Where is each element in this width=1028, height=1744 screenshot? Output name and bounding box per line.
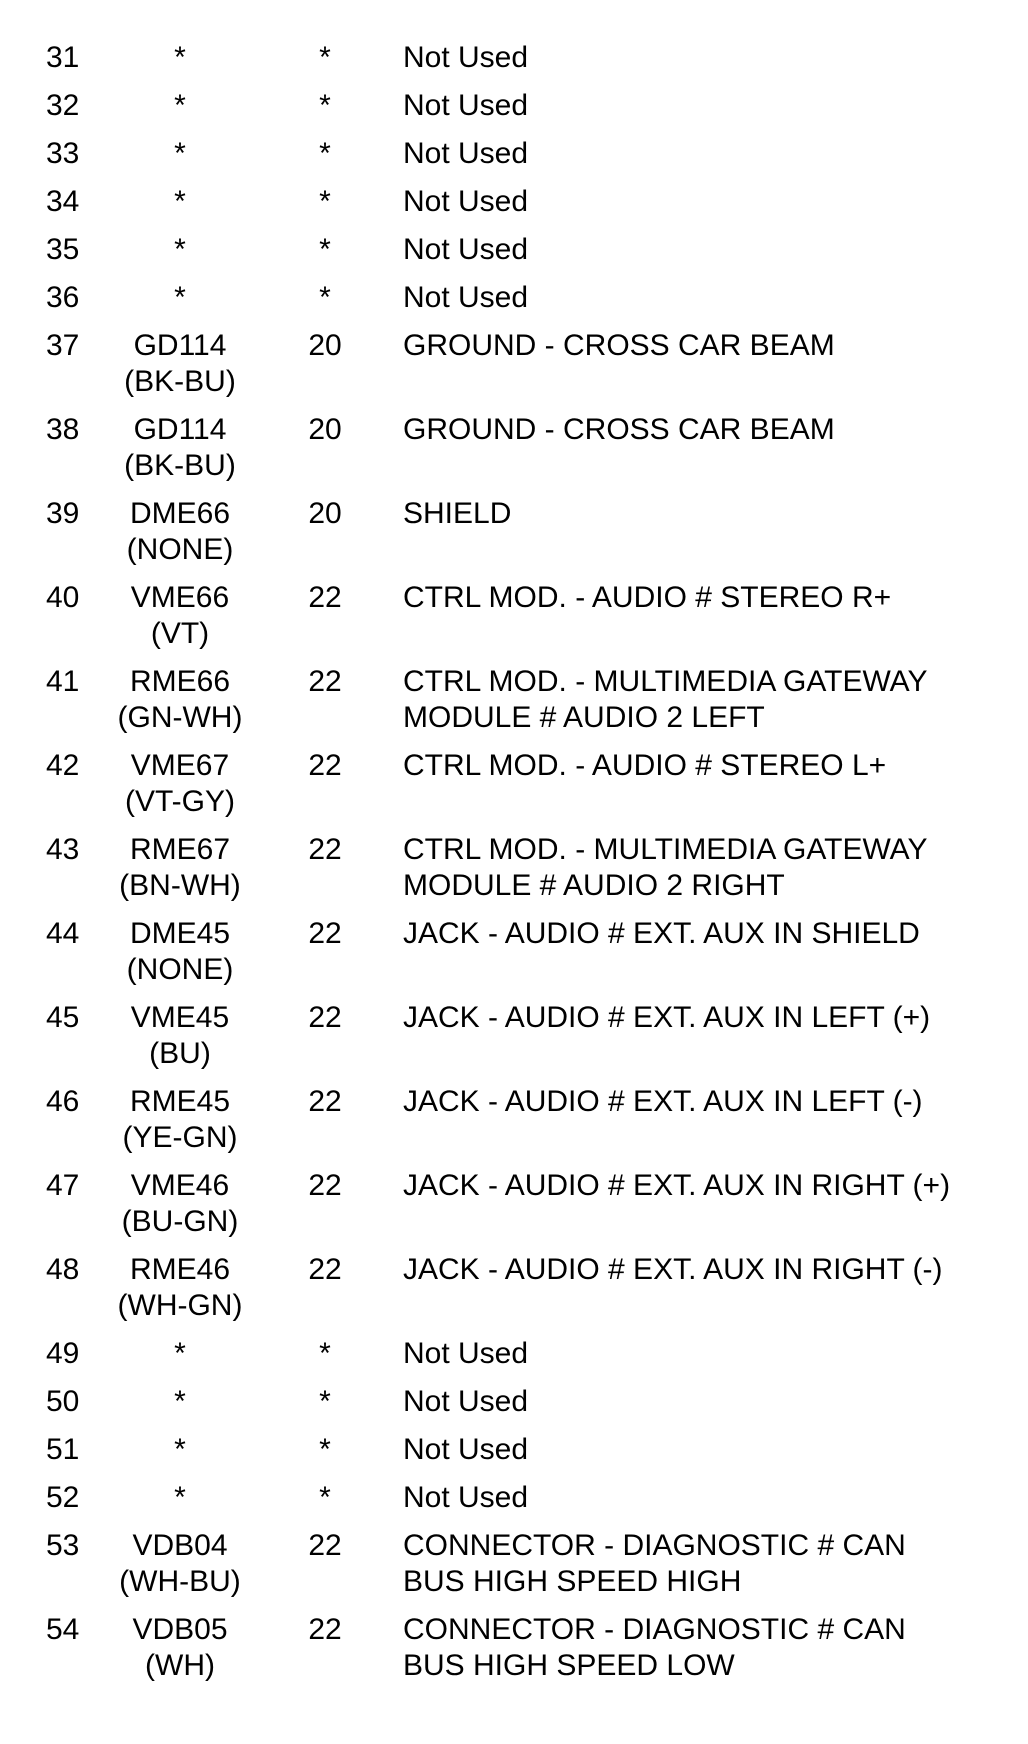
function-text: CONNECTOR - DIAGNOSTIC # CAN bbox=[403, 1529, 906, 1562]
table-row bbox=[0, 232, 1028, 280]
circuit-cell bbox=[100, 1084, 260, 1156]
function-cell bbox=[403, 412, 1013, 448]
wire-gauge: 22 bbox=[308, 1529, 342, 1562]
function-text-continued: MODULE # AUDIO 2 LEFT bbox=[403, 701, 765, 734]
function-cell bbox=[403, 1612, 1013, 1684]
function-text: Not Used bbox=[403, 41, 529, 74]
circuit-id: VDB04 bbox=[132, 1529, 228, 1562]
table-row bbox=[0, 1480, 1028, 1528]
function-cell bbox=[403, 748, 1013, 784]
table-row bbox=[0, 1612, 1028, 1696]
pin-number: 41 bbox=[46, 665, 80, 698]
table-row bbox=[0, 1432, 1028, 1480]
function-cell bbox=[403, 232, 1013, 268]
pin-number: 44 bbox=[46, 917, 80, 950]
pin-number: 50 bbox=[46, 1385, 80, 1418]
wire-gauge: * bbox=[319, 137, 331, 170]
table-row bbox=[0, 88, 1028, 136]
function-cell bbox=[403, 664, 1013, 736]
wire-color: (BN-WH) bbox=[119, 869, 241, 902]
function-cell bbox=[403, 1384, 1013, 1420]
function-text: JACK - AUDIO # EXT. AUX IN RIGHT (-) bbox=[403, 1253, 943, 1286]
table-row bbox=[0, 664, 1028, 748]
function-text: SHIELD bbox=[403, 497, 512, 530]
wire-gauge: * bbox=[319, 233, 331, 266]
wire-gauge: * bbox=[319, 185, 331, 218]
table-row bbox=[0, 328, 1028, 412]
circuit-id: VDB05 bbox=[132, 1613, 228, 1646]
pin-number: 37 bbox=[46, 329, 80, 362]
circuit-cell bbox=[100, 1480, 260, 1516]
circuit-cell bbox=[100, 136, 260, 172]
table-row bbox=[0, 1084, 1028, 1168]
wire-color: (NONE) bbox=[126, 533, 234, 566]
wire-gauge: 22 bbox=[308, 917, 342, 950]
wire-color: (VT) bbox=[150, 617, 210, 650]
connector-pinout-table bbox=[0, 40, 1028, 1696]
function-cell bbox=[403, 1252, 1013, 1288]
function-cell bbox=[403, 328, 1013, 364]
table-row bbox=[0, 184, 1028, 232]
circuit-cell bbox=[100, 1612, 260, 1684]
circuit-id: * bbox=[174, 1433, 186, 1466]
function-cell bbox=[403, 1000, 1013, 1036]
function-text: JACK - AUDIO # EXT. AUX IN RIGHT (+) bbox=[403, 1169, 951, 1202]
table-row bbox=[0, 832, 1028, 916]
wire-gauge: * bbox=[319, 1481, 331, 1514]
pin-number: 43 bbox=[46, 833, 80, 866]
circuit-id: * bbox=[174, 185, 186, 218]
wire-color: (BK-BU) bbox=[124, 449, 236, 482]
wire-color: (WH-GN) bbox=[117, 1289, 243, 1322]
circuit-id: DME66 bbox=[129, 497, 231, 530]
function-cell bbox=[403, 1432, 1013, 1468]
table-row bbox=[0, 136, 1028, 184]
circuit-id: DME45 bbox=[129, 917, 231, 950]
pin-number: 49 bbox=[46, 1337, 80, 1370]
function-cell bbox=[403, 1480, 1013, 1516]
function-text: Not Used bbox=[403, 1337, 529, 1370]
function-text: GROUND - CROSS CAR BEAM bbox=[403, 329, 835, 362]
circuit-cell bbox=[100, 496, 260, 568]
wire-gauge: * bbox=[319, 1385, 331, 1418]
circuit-cell bbox=[100, 328, 260, 400]
function-text: Not Used bbox=[403, 281, 529, 314]
table-row bbox=[0, 1384, 1028, 1432]
circuit-id: VME45 bbox=[130, 1001, 230, 1034]
circuit-cell bbox=[100, 1384, 260, 1420]
circuit-id: * bbox=[174, 1385, 186, 1418]
circuit-id: * bbox=[174, 233, 186, 266]
pin-number: 52 bbox=[46, 1481, 80, 1514]
function-cell bbox=[403, 184, 1013, 220]
circuit-cell bbox=[100, 40, 260, 76]
circuit-id: GD114 bbox=[133, 413, 227, 446]
wire-gauge: 22 bbox=[308, 1085, 342, 1118]
function-text: Not Used bbox=[403, 1481, 529, 1514]
circuit-id: VME67 bbox=[130, 749, 230, 782]
circuit-cell bbox=[100, 280, 260, 316]
function-text-continued: BUS HIGH SPEED LOW bbox=[403, 1649, 735, 1682]
wire-color: (WH-BU) bbox=[119, 1565, 241, 1598]
pin-number: 34 bbox=[46, 185, 80, 218]
function-cell bbox=[403, 916, 1013, 952]
circuit-id: RME45 bbox=[129, 1085, 231, 1118]
circuit-cell bbox=[100, 184, 260, 220]
function-text: CTRL MOD. - MULTIMEDIA GATEWAY bbox=[403, 665, 928, 698]
wire-gauge: * bbox=[319, 1433, 331, 1466]
circuit-cell bbox=[100, 88, 260, 124]
wire-color: (WH) bbox=[145, 1649, 215, 1682]
function-cell bbox=[403, 1528, 1013, 1600]
circuit-cell bbox=[100, 664, 260, 736]
wire-color: (BU) bbox=[149, 1037, 211, 1070]
wire-color: (VT-GY) bbox=[125, 785, 235, 818]
pin-number: 36 bbox=[46, 281, 80, 314]
table-row bbox=[0, 412, 1028, 496]
function-cell bbox=[403, 496, 1013, 532]
wire-gauge: * bbox=[319, 281, 331, 314]
function-text: Not Used bbox=[403, 89, 529, 122]
table-row bbox=[0, 1252, 1028, 1336]
circuit-id: GD114 bbox=[133, 329, 227, 362]
table-row bbox=[0, 1000, 1028, 1084]
wire-gauge: 20 bbox=[308, 497, 342, 530]
wire-gauge: 22 bbox=[308, 1253, 342, 1286]
table-row bbox=[0, 1168, 1028, 1252]
table-row bbox=[0, 1336, 1028, 1384]
wire-gauge: 22 bbox=[308, 749, 342, 782]
circuit-cell bbox=[100, 1336, 260, 1372]
wire-gauge: 22 bbox=[308, 1169, 342, 1202]
pin-number: 54 bbox=[46, 1613, 80, 1646]
pin-number: 51 bbox=[46, 1433, 80, 1466]
table-row bbox=[0, 580, 1028, 664]
wire-color: (BU-GN) bbox=[121, 1205, 239, 1238]
circuit-cell bbox=[100, 748, 260, 820]
wire-gauge: * bbox=[319, 41, 331, 74]
function-cell bbox=[403, 1336, 1013, 1372]
table-row bbox=[0, 916, 1028, 1000]
function-cell bbox=[403, 88, 1013, 124]
circuit-cell bbox=[100, 1000, 260, 1072]
function-text: CONNECTOR - DIAGNOSTIC # CAN bbox=[403, 1613, 906, 1646]
function-text-continued: BUS HIGH SPEED HIGH bbox=[403, 1565, 742, 1598]
circuit-cell bbox=[100, 412, 260, 484]
wire-gauge: 22 bbox=[308, 1001, 342, 1034]
function-cell bbox=[403, 580, 1013, 616]
pin-number: 47 bbox=[46, 1169, 80, 1202]
wire-gauge: 20 bbox=[308, 413, 342, 446]
function-cell bbox=[403, 832, 1013, 904]
function-text: JACK - AUDIO # EXT. AUX IN SHIELD bbox=[403, 917, 920, 950]
wire-gauge: 20 bbox=[308, 329, 342, 362]
circuit-cell bbox=[100, 1168, 260, 1240]
wire-color: (NONE) bbox=[126, 953, 234, 986]
wire-gauge: * bbox=[319, 89, 331, 122]
wire-gauge: 22 bbox=[308, 833, 342, 866]
circuit-id: RME66 bbox=[129, 665, 231, 698]
circuit-id: VME46 bbox=[130, 1169, 230, 1202]
wire-gauge: * bbox=[319, 1337, 331, 1370]
circuit-id: RME46 bbox=[129, 1253, 231, 1286]
wire-color: (BK-BU) bbox=[124, 365, 236, 398]
table-row bbox=[0, 1528, 1028, 1612]
pin-number: 45 bbox=[46, 1001, 80, 1034]
wire-color: (YE-GN) bbox=[122, 1121, 238, 1154]
circuit-id: * bbox=[174, 1481, 186, 1514]
function-cell bbox=[403, 136, 1013, 172]
function-cell bbox=[403, 1168, 1013, 1204]
function-text: Not Used bbox=[403, 137, 529, 170]
pin-number: 31 bbox=[46, 41, 80, 74]
pin-number: 40 bbox=[46, 581, 80, 614]
pin-number: 33 bbox=[46, 137, 80, 170]
circuit-id: * bbox=[174, 1337, 186, 1370]
circuit-id: VME66 bbox=[130, 581, 230, 614]
circuit-id: * bbox=[174, 41, 186, 74]
circuit-cell bbox=[100, 1432, 260, 1468]
function-cell bbox=[403, 280, 1013, 316]
pin-number: 32 bbox=[46, 89, 80, 122]
pin-number: 38 bbox=[46, 413, 80, 446]
circuit-id: * bbox=[174, 89, 186, 122]
circuit-cell bbox=[100, 916, 260, 988]
function-cell bbox=[403, 40, 1013, 76]
pin-number: 42 bbox=[46, 749, 80, 782]
function-text: CTRL MOD. - AUDIO # STEREO R+ bbox=[403, 581, 892, 614]
function-cell bbox=[403, 1084, 1013, 1120]
pin-number: 35 bbox=[46, 233, 80, 266]
table-row bbox=[0, 748, 1028, 832]
table-row bbox=[0, 40, 1028, 88]
function-text: JACK - AUDIO # EXT. AUX IN LEFT (+) bbox=[403, 1001, 931, 1034]
function-text: JACK - AUDIO # EXT. AUX IN LEFT (-) bbox=[403, 1085, 923, 1118]
function-text: Not Used bbox=[403, 1385, 529, 1418]
circuit-id: * bbox=[174, 137, 186, 170]
function-text: GROUND - CROSS CAR BEAM bbox=[403, 413, 835, 446]
function-text: CTRL MOD. - MULTIMEDIA GATEWAY bbox=[403, 833, 928, 866]
circuit-cell bbox=[100, 832, 260, 904]
circuit-cell bbox=[100, 1528, 260, 1600]
wire-color: (GN-WH) bbox=[117, 701, 243, 734]
pin-number: 53 bbox=[46, 1529, 80, 1562]
circuit-cell bbox=[100, 232, 260, 268]
pin-number: 46 bbox=[46, 1085, 80, 1118]
circuit-id: * bbox=[174, 281, 186, 314]
pin-number: 48 bbox=[46, 1253, 80, 1286]
function-text-continued: MODULE # AUDIO 2 RIGHT bbox=[403, 869, 785, 902]
function-text: Not Used bbox=[403, 1433, 529, 1466]
function-text: Not Used bbox=[403, 233, 529, 266]
circuit-cell bbox=[100, 1252, 260, 1324]
wire-gauge: 22 bbox=[308, 581, 342, 614]
circuit-id: RME67 bbox=[129, 833, 231, 866]
circuit-cell bbox=[100, 580, 260, 652]
function-text: Not Used bbox=[403, 185, 529, 218]
function-text: CTRL MOD. - AUDIO # STEREO L+ bbox=[403, 749, 887, 782]
pin-number: 39 bbox=[46, 497, 80, 530]
table-row bbox=[0, 280, 1028, 328]
table-row bbox=[0, 496, 1028, 580]
wire-gauge: 22 bbox=[308, 665, 342, 698]
wire-gauge: 22 bbox=[308, 1613, 342, 1646]
